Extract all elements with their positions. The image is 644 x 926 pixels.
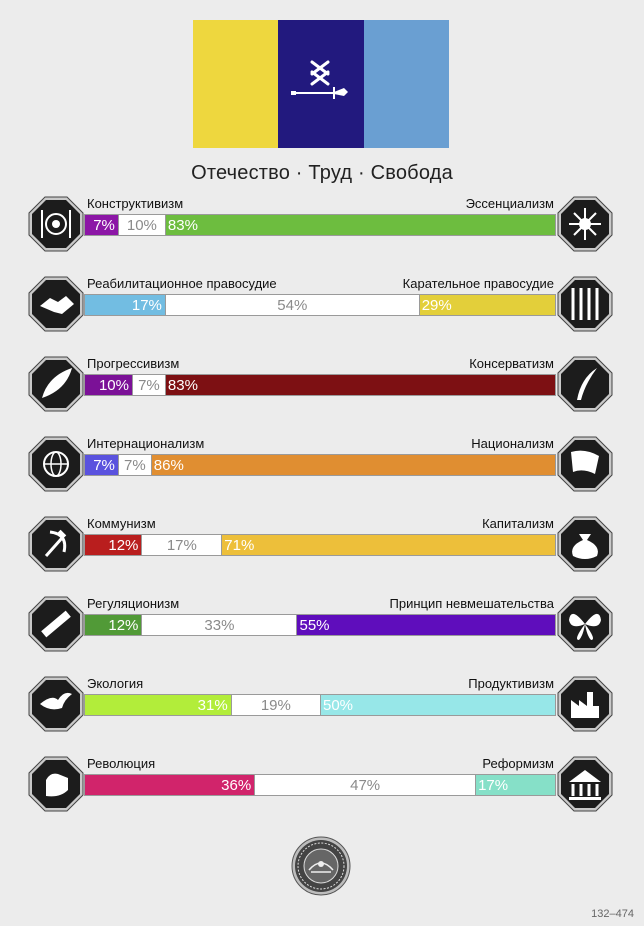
- bird-icon: [28, 676, 84, 732]
- axis-left-percent: 17%: [85, 295, 165, 315]
- butterfly-icon: [557, 596, 613, 652]
- axis-left-label: Коммунизм: [87, 516, 156, 531]
- axis-bar: [84, 214, 556, 236]
- axis-right-label: Карательное правосудие: [402, 276, 554, 291]
- seal-icon: [291, 836, 351, 896]
- flag-stripe-right: [364, 20, 449, 148]
- axis-center-percent: 10%: [118, 215, 165, 235]
- axis-center-percent: 19%: [231, 695, 320, 715]
- axis-left-label: Конструктивизм: [87, 196, 184, 211]
- axis-left-label: Интернационализм: [87, 436, 205, 451]
- axis-row: [0, 436, 644, 516]
- axis-bar: [84, 614, 556, 636]
- axis-left-label: Прогрессивизм: [87, 356, 180, 371]
- motto: Отечество · Труд · Свобода: [191, 162, 453, 184]
- axis-left-percent: 36%: [85, 775, 254, 795]
- saber-and-runes-icon: [290, 56, 352, 116]
- axis-bar: [84, 294, 556, 316]
- axis-right-label: Капитализм: [482, 516, 554, 531]
- axis-left-percent: 12%: [85, 535, 141, 555]
- axis-center-percent: 7%: [132, 375, 165, 395]
- axis-bar: [84, 694, 556, 716]
- sunflower-icon: [557, 196, 613, 252]
- quill-icon: [557, 356, 613, 412]
- flag-stripe-left: [193, 20, 278, 148]
- axis-row: [0, 596, 644, 676]
- footer-range: 132–474: [591, 908, 634, 920]
- axis-right-label: Эссенциализм: [465, 196, 554, 211]
- flag-stripe-middle: [278, 20, 363, 148]
- factory-icon: [557, 676, 613, 732]
- axis-right-label: Принцип невмешательства: [389, 596, 554, 611]
- axis-center-percent: 54%: [165, 295, 419, 315]
- eye-icon: [28, 196, 84, 252]
- axis-left-label: Экология: [87, 676, 144, 691]
- waving-flag-icon: [557, 436, 613, 492]
- ruler-icon: [28, 596, 84, 652]
- axis-bar: [84, 454, 556, 476]
- axis-row: [0, 276, 644, 356]
- parliament-icon: [557, 756, 613, 812]
- axis-right-percent: 50%: [320, 695, 555, 715]
- hammer-sickle-icon: [28, 516, 84, 572]
- axis-row: [0, 196, 644, 276]
- axis-left-percent: 10%: [85, 375, 132, 395]
- money-bag-icon: [557, 516, 613, 572]
- axis-right-percent: 71%: [221, 535, 555, 555]
- axis-left-label: Регуляционизм: [87, 596, 180, 611]
- axis-right-label: Национализм: [471, 436, 554, 451]
- axis-left-label: Реабилитационное правосудие: [87, 276, 277, 291]
- axis-bar: [84, 774, 556, 796]
- axis-left-percent: 12%: [85, 615, 141, 635]
- axis-left-percent: 7%: [85, 455, 118, 475]
- axis-right-label: Консерватизм: [469, 356, 554, 371]
- axis-right-percent: 55%: [296, 615, 555, 635]
- axis-right-percent: 29%: [419, 295, 555, 315]
- fist-icon: [28, 756, 84, 812]
- flag: [193, 20, 449, 148]
- axis-center-percent: 47%: [254, 775, 475, 795]
- axis-right-percent: 86%: [151, 455, 555, 475]
- axis-right-percent: 83%: [165, 215, 555, 235]
- axis-bar: [84, 374, 556, 396]
- axis-right-percent: 83%: [165, 375, 555, 395]
- axis-row: [0, 356, 644, 436]
- globe-icon: [28, 436, 84, 492]
- axis-row: [0, 516, 644, 596]
- axis-bar: [84, 534, 556, 556]
- axis-right-label: Реформизм: [482, 756, 554, 771]
- axis-center-percent: 17%: [141, 535, 221, 555]
- axis-left-percent: 7%: [85, 215, 118, 235]
- axis-left-percent: 31%: [85, 695, 231, 715]
- axis-right-percent: 17%: [475, 775, 555, 795]
- axis-row: [0, 756, 644, 836]
- rocket-icon: [28, 356, 84, 412]
- axis-center-percent: 33%: [141, 615, 296, 635]
- axis-left-label: Революция: [87, 756, 156, 771]
- axis-row: [0, 676, 644, 756]
- handshake-icon: [28, 276, 84, 332]
- axis-center-percent: 7%: [118, 455, 151, 475]
- prison-bars-icon: [557, 276, 613, 332]
- axis-right-label: Продуктивизм: [468, 676, 554, 691]
